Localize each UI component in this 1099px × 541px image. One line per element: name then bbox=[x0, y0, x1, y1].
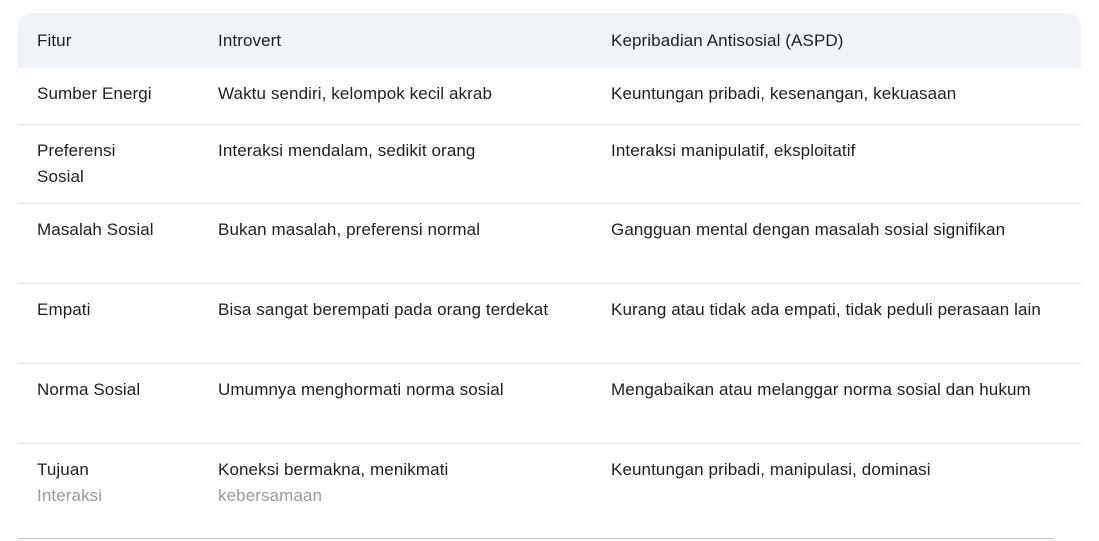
cell-aspd: Interaksi manipulatif, eksploitatif bbox=[611, 140, 856, 160]
comparison-table bbox=[18, 13, 1081, 522]
cell-aspd: Keuntungan pribadi, manipulasi, dominasi bbox=[611, 459, 931, 479]
cell-text-line: Koneksi bermakna, menikmati bbox=[218, 459, 449, 479]
table-row bbox=[18, 203, 1081, 283]
cell-introvert: Umumnya menghormati norma sosial bbox=[218, 379, 504, 399]
cell-introvert: Bukan masalah, preferensi normal bbox=[218, 219, 481, 239]
header-aspd: Kepribadian Antisosial (ASPD) bbox=[611, 30, 844, 50]
cell-introvert: Interaksi mendalam, sedikit orang bbox=[218, 140, 476, 160]
cell-aspd: Keuntungan pribadi, kesenangan, kekuasaan bbox=[611, 84, 957, 103]
table-header-row bbox=[18, 13, 1081, 68]
cell-aspd: Kurang atau tidak ada empati, tidak peduli perasaan lain bbox=[611, 299, 1041, 319]
cell-feature: Empati bbox=[37, 299, 91, 319]
cell-text-line: Interaksi bbox=[37, 485, 103, 505]
cell-introvert bbox=[199, 443, 592, 522]
cell-aspd: Gangguan mental dengan masalah sosial signifikan bbox=[611, 219, 1006, 239]
cell-introvert: Waktu sendiri, kelompok kecil akrab bbox=[218, 84, 493, 103]
cell-feature: Masalah Sosial bbox=[37, 219, 154, 239]
table-row bbox=[18, 283, 1081, 363]
cell-aspd: Mengabaikan atau melanggar norma sosial dan hukum bbox=[611, 379, 1031, 399]
cell-text-line: kebersamaan bbox=[218, 485, 323, 505]
cell-feature bbox=[18, 443, 199, 522]
cell-text-line: Tujuan bbox=[37, 459, 89, 479]
table-row bbox=[18, 124, 1081, 203]
cell-feature: Sumber Energi bbox=[37, 84, 152, 103]
scroll-divider bbox=[18, 538, 1054, 539]
comparison-table-container bbox=[18, 13, 1081, 541]
cell-introvert: Bisa sangat berempati pada orang terdekat bbox=[218, 299, 549, 319]
table-row bbox=[18, 443, 1081, 522]
cell-feature: Preferensi Sosial bbox=[37, 140, 116, 186]
cell-feature: Norma Sosial bbox=[37, 379, 141, 399]
table-row bbox=[18, 68, 1081, 124]
header-feature: Fitur bbox=[37, 30, 72, 50]
header-introvert: Introvert bbox=[218, 30, 282, 50]
table-row bbox=[18, 363, 1081, 443]
